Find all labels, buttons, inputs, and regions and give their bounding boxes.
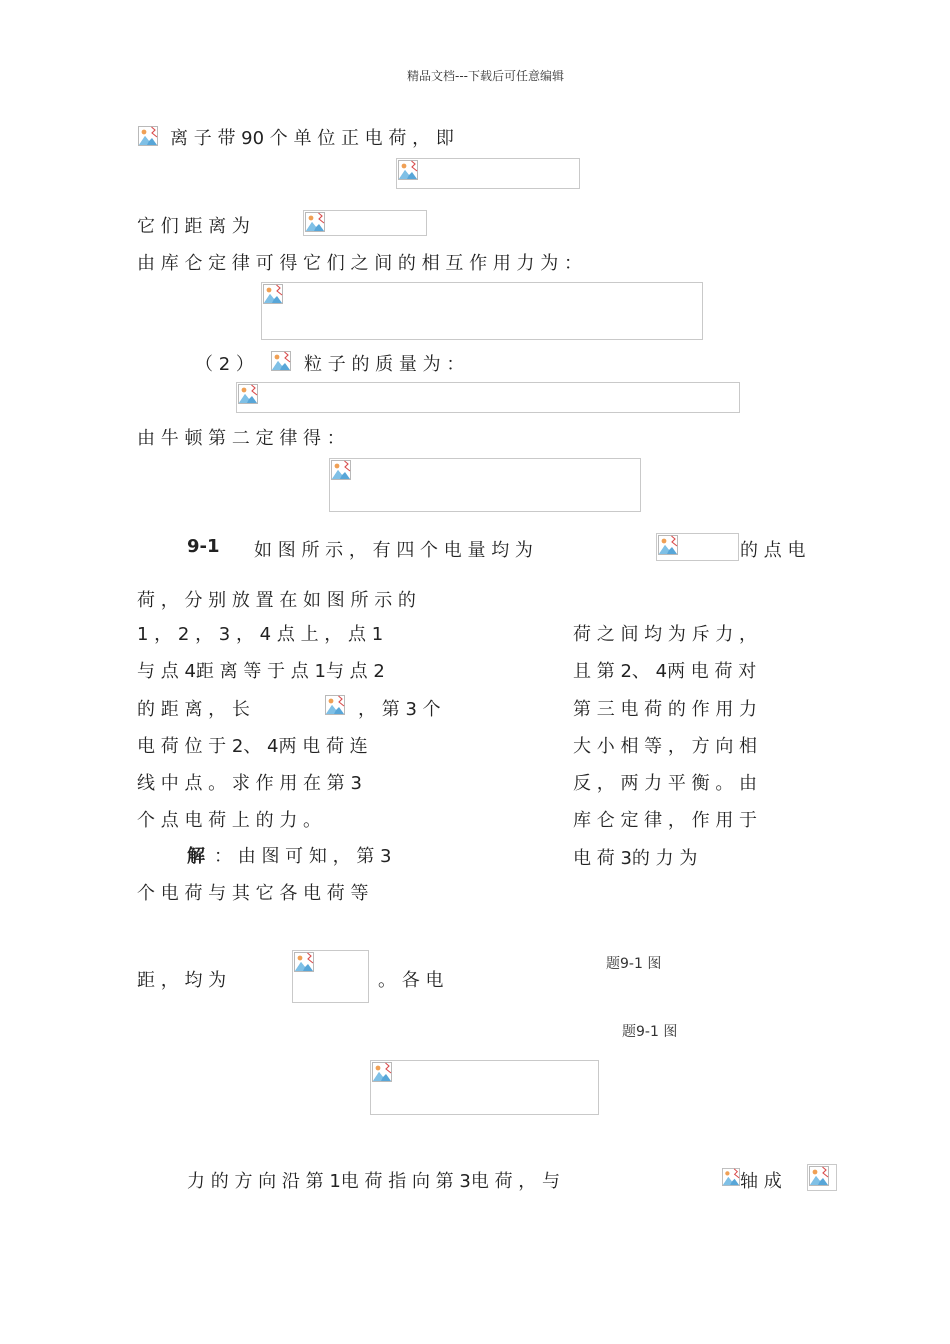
figure-caption: 题9-1 图 [606, 956, 662, 972]
broken-image-icon [263, 284, 283, 304]
text-line: 库 仑 定 律 ， 作 用 于 [573, 810, 758, 831]
page-header: 精品文档---下载后可任意编辑 [407, 69, 564, 83]
broken-image-icon [372, 1062, 392, 1082]
formula-image [370, 1060, 599, 1115]
text-line: 离 子 带 90 个 单 位 正 电 荷 ， 即 [170, 128, 454, 149]
text-line: 如 图 所 示 ， 有 四 个 电 量 均 为 [254, 540, 533, 561]
formula-image [236, 382, 740, 413]
broken-image-icon [398, 160, 418, 180]
text-line: 大 小 相 等 ， 方 向 相 [573, 736, 758, 757]
formula-image [324, 694, 348, 718]
text-line: 与 点 4距 离 等 于 点 1与 点 2 [137, 661, 385, 682]
text-line: 个 电 荷 与 其 它 各 电 荷 等 [137, 883, 369, 904]
formula-image [270, 350, 294, 374]
text-line: 反 ， 两 力 平 衡 。 由 [573, 773, 758, 794]
text-line: 由 库 仑 定 律 可 得 它 们 之 间 的 相 互 作 用 力 为 ： [137, 253, 582, 274]
formula-image [303, 210, 427, 236]
broken-image-icon [331, 460, 351, 480]
figure-caption: 题9-1 图 [622, 1024, 678, 1040]
broken-image-icon [305, 212, 325, 232]
text-line: 粒 子 的 质 量 为 ： [304, 354, 465, 375]
formula-image [329, 458, 641, 512]
text-line: 的 距 离 ， 长 [137, 699, 250, 720]
text-line: 个 点 电 荷 上 的 力 。 [137, 810, 322, 831]
text-line: 且 第 2、 4两 电 荷 对 [573, 661, 757, 682]
broken-image-icon [238, 384, 258, 404]
text-line: 距 ， 均 为 [137, 970, 227, 991]
text-line: 电 荷 位 于 2、 4两 电 荷 连 [137, 736, 368, 757]
solution-label: 解 [187, 846, 205, 867]
text-line: 轴 成 [740, 1171, 782, 1192]
formula-image [656, 533, 739, 561]
text-line: 它 们 距 离 为 [137, 216, 250, 237]
text-line: ， 第 3 个 [358, 699, 441, 720]
broken-image-icon [294, 952, 314, 972]
broken-image-icon [325, 695, 345, 715]
broken-image-icon [809, 1166, 829, 1186]
text-line: 由 牛 顿 第 二 定 律 得 ： [137, 428, 345, 449]
text-line: 荷 ， 分 别 放 置 在 如 图 所 示 的 [137, 590, 416, 611]
text-line: （ 2 ） [195, 354, 254, 375]
text-line: ： 由 图 可 知 ， 第 3 [214, 846, 392, 867]
text-line: 电 荷 3的 力 为 [573, 848, 698, 869]
broken-image-icon [138, 126, 158, 146]
text-line: 线 中 点 。 求 作 用 在 第 3 [137, 773, 362, 794]
text-line: 力 的 方 向 沿 第 1电 荷 指 向 第 3电 荷 ， 与 [187, 1171, 561, 1192]
broken-image-icon [722, 1168, 740, 1186]
formula-image [807, 1164, 837, 1191]
formula-image [261, 282, 703, 340]
text-line: 的 点 电 [740, 540, 806, 561]
formula-image [292, 950, 369, 1003]
formula-image [396, 158, 580, 189]
text-line: 。 各 电 [378, 970, 444, 991]
broken-image-icon [658, 535, 678, 555]
text-line: 1 ， 2 ， 3 ， 4 点 上 ， 点 1 [137, 624, 384, 645]
text-line: 荷 之 间 均 为 斥 力 ， [573, 624, 758, 645]
text-line: 第 三 电 荷 的 作 用 力 [573, 699, 758, 720]
question-number: 9-1 [187, 536, 220, 557]
formula-image [722, 1168, 742, 1188]
broken-image-icon [271, 351, 291, 371]
formula-image [137, 125, 161, 149]
